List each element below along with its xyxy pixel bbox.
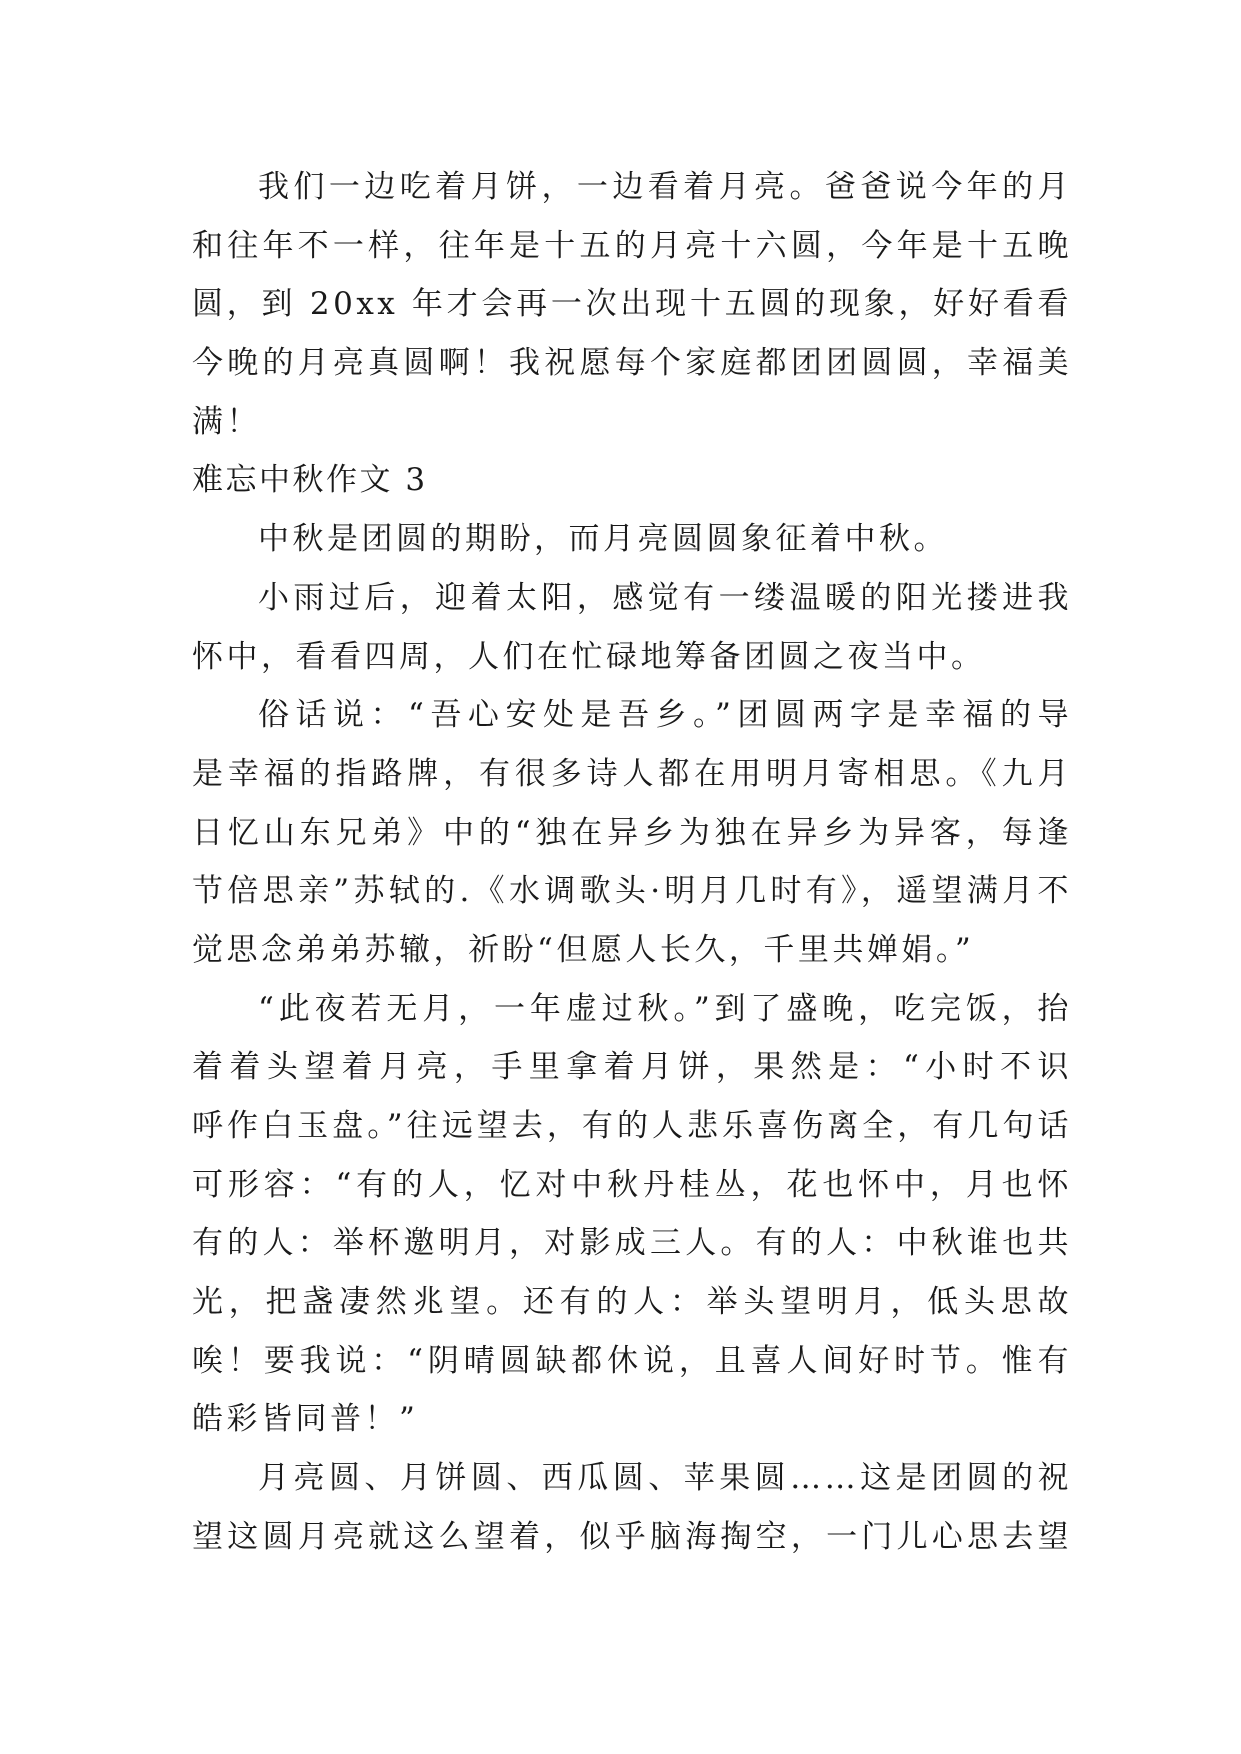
text-line: 可形容：“有的人，忆对中秋丹桂丛，花也怀中，月也怀 — [192, 1166, 1072, 1203]
text-line: 觉思念弟弟苏辙，祈盼“但愿人长久，千里共婵娟。” — [192, 931, 975, 968]
text-line: 怀中，看看四周，人们在忙碌地筹备团圆之夜当中。 — [192, 638, 986, 675]
text-line: 月亮圆、月饼圆、西瓜圆、苹果圆……这是团圆的祝 — [258, 1460, 1072, 1497]
text-line: 日忆山东兄弟》中的“独在异乡为独在异乡为异客，每逢 — [192, 814, 1072, 851]
text-line: 是幸福的指路牌，有很多诗人都在用明月寄相思。《九月 — [192, 755, 1072, 792]
section-heading: 难忘中秋作文 3 — [192, 462, 428, 499]
essay-text — [192, 158, 1072, 1567]
text-line: 今晚的月亮真圆啊！我祝愿每个家庭都团团圆圆，幸福美 — [192, 345, 1072, 382]
text-line: 有的人：举杯邀明月，对影成三人。有的人：中秋谁也共 — [192, 1225, 1072, 1262]
text-line: 俗话说：“吾心安处是吾乡。”团圆两字是幸福的导 — [258, 697, 1072, 734]
text-line: 圆，到 20xx 年才会再一次出现十五圆的现象，好好看看 — [192, 286, 1072, 323]
text-line: 我们一边吃着月饼，一边看着月亮。爸爸说今年的月 — [258, 169, 1072, 205]
text-line: 和往年不一样，往年是十五的月亮十六圆，今年是十五晚 — [192, 227, 1072, 264]
text-line: 唉！要我说：“阴晴圆缺都休说，且喜人间好时节。惟有 — [192, 1342, 1072, 1379]
text-line: 皓彩皆同普！” — [192, 1401, 419, 1438]
text-line: “此夜若无月，一年虚过秋。”到了盛晚，吃完饭，抬 — [258, 990, 1072, 1027]
text-line: 节倍思亲”苏轼的.《水调歌头·明月几时有》，遥望满月不 — [192, 873, 1072, 910]
text-line: 呼作白玉盘。”往远望去，有的人悲乐喜伤离全，有几句话 — [192, 1108, 1072, 1144]
text-line: 着着头望着月亮，手里拿着月饼，果然是：“小时不识 — [192, 1049, 1072, 1086]
text-line: 小雨过后，迎着太阳，感觉有一缕温暖的阳光搂进我 — [258, 579, 1072, 616]
text-line: 满！ — [192, 403, 261, 440]
text-line: 光，把盏凄然兆望。还有的人：举头望明月，低头思故 — [192, 1284, 1072, 1321]
text-line: 望这圆月亮就这么望着，似乎脑海掏空，一门儿心思去望 — [192, 1518, 1072, 1555]
text-line: 中秋是团圆的期盼，而月亮圆圆象征着中秋。 — [258, 521, 948, 558]
